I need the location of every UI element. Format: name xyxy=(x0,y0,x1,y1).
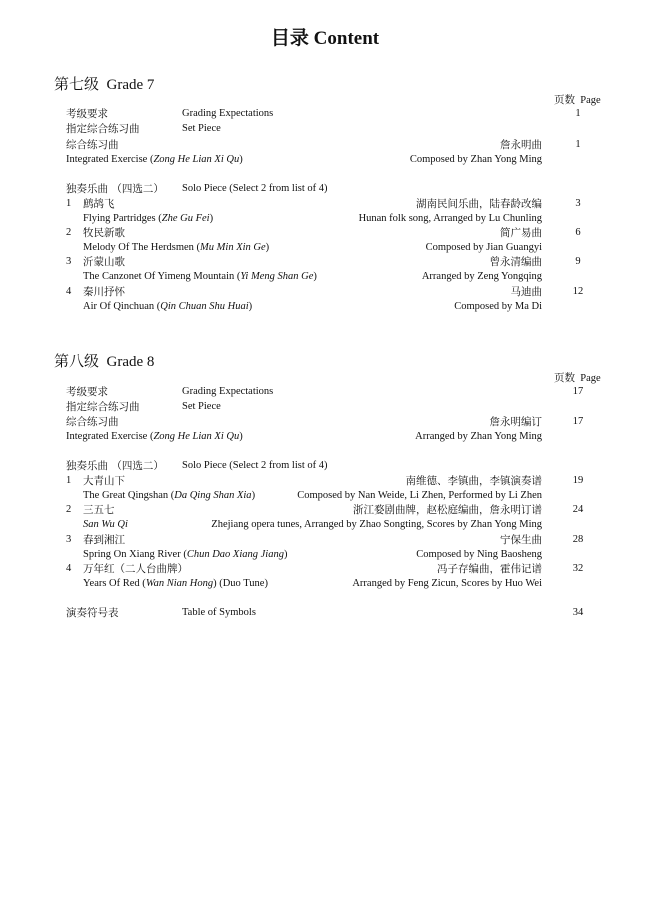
page-number: 32 xyxy=(572,563,584,574)
page-header-en: Page xyxy=(580,95,601,106)
page-title-cn: 目录 xyxy=(270,27,309,49)
page-column-header xyxy=(554,93,601,108)
piece-number: 3 xyxy=(66,256,72,267)
set-piece-label-en: Set Piece xyxy=(182,401,221,412)
set-piece-label-cn: 指定综合练习曲 xyxy=(66,123,140,135)
piece-title-en: San Wu Qi xyxy=(83,519,128,530)
page-number: 24 xyxy=(572,504,584,515)
entry-title-cn: 综合练习曲 xyxy=(66,416,119,428)
piece-credit-cn: 冯子存编曲，霍伟记谱 xyxy=(437,563,542,575)
page-number: 12 xyxy=(572,286,584,297)
page-number: 17 xyxy=(572,386,584,397)
page-title-en: Content xyxy=(313,28,380,49)
piece-credit-cn: 湖南民间乐曲，陆春龄改编 xyxy=(416,198,542,210)
entry-credit-en: Composed by Zhan Yong Ming xyxy=(409,154,542,165)
piece-title-cn: 三五七 xyxy=(83,504,115,516)
entry-credit-en: Arranged by Zhan Yong Ming xyxy=(415,431,542,442)
page-number: 34 xyxy=(572,607,584,618)
piece-number: 4 xyxy=(66,563,72,574)
piece-number: 2 xyxy=(66,504,72,515)
page-number: 1 xyxy=(575,139,581,150)
piece-number: 1 xyxy=(66,198,72,209)
entry-label-cn: 考级要求 xyxy=(66,108,108,120)
piece-number: 3 xyxy=(66,534,72,545)
entry-title-cn: 综合练习曲 xyxy=(66,139,119,151)
piece-credit-cn: 马迪曲 xyxy=(510,286,542,298)
piece-title-en: Air Of Qinchuan (Qin Chuan Shu Huai) xyxy=(83,301,253,312)
piece-credit-en: Arranged by Zeng Yongqing xyxy=(421,271,542,282)
symbols-label-cn: 演奏符号表 xyxy=(66,607,119,619)
piece-credit-en: Composed by Nan Weide, Li Zhen, Performed by Li Zhen xyxy=(297,490,542,501)
entry-label-en: Grading Expectations xyxy=(182,386,274,397)
page-number: 3 xyxy=(575,198,581,209)
entry-label-cn: 考级要求 xyxy=(66,386,108,398)
grade-7-heading xyxy=(54,74,154,95)
piece-title-cn: 沂蒙山歌 xyxy=(83,256,125,268)
piece-credit-cn: 曾永清编曲 xyxy=(489,256,542,268)
piece-number: 2 xyxy=(66,227,72,238)
grade-7-heading-cn: 第七级 xyxy=(54,75,100,93)
page-number: 19 xyxy=(572,475,584,486)
piece-title-cn: 万年红（二人台曲牌） xyxy=(83,563,188,575)
piece-title-cn: 春到湘江 xyxy=(83,534,125,546)
piece-title-en: The Canzonet Of Yimeng Mountain (Yi Meng Shan Ge) xyxy=(83,271,317,282)
piece-title-en: Years Of Red (Wan Nian Hong) (Duo Tune) xyxy=(83,578,268,589)
entry-credit-cn: 詹永明曲 xyxy=(500,139,542,151)
solo-label-cn: 独奏乐曲 （四选二） xyxy=(66,460,164,472)
grade-8-heading-en: Grade 8 xyxy=(106,354,155,370)
page-header-cn: 页数 xyxy=(554,94,575,106)
piece-title-en: Flying Partridges (Zhe Gu Fei) xyxy=(83,213,214,224)
entry-title-en: Integrated Exercise (Zong He Lian Xi Qu) xyxy=(66,154,243,165)
symbols-label-en: Table of Symbols xyxy=(182,607,256,618)
solo-label-en: Solo Piece (Select 2 from list of 4) xyxy=(182,183,328,194)
page-header-en: Page xyxy=(580,373,601,384)
piece-credit-en: Arranged by Feng Zicun, Scores by Huo Wei xyxy=(352,578,542,589)
piece-credit-en: Composed by Jian Guangyi xyxy=(425,242,542,253)
set-piece-label-en: Set Piece xyxy=(182,123,221,134)
page-column-header xyxy=(554,371,601,386)
page-header-cn: 页数 xyxy=(554,372,575,384)
grade-8-heading xyxy=(54,351,154,372)
piece-number: 1 xyxy=(66,475,72,486)
piece-credit-en: Composed by Ning Baosheng xyxy=(416,549,542,560)
piece-title-cn: 牧民新歌 xyxy=(83,227,125,239)
piece-credit-cn: 浙江婺剧曲牌，赵松庭编曲，詹永明订谱 xyxy=(353,504,542,516)
piece-title-cn: 大青山下 xyxy=(83,475,125,487)
piece-number: 4 xyxy=(66,286,72,297)
set-piece-label-cn: 指定综合练习曲 xyxy=(66,401,140,413)
entry-credit-cn: 詹永明编订 xyxy=(489,416,542,428)
piece-credit-cn: 宁保生曲 xyxy=(500,534,542,546)
grade-8-heading-cn: 第八级 xyxy=(54,352,100,370)
page-title xyxy=(0,26,650,51)
piece-credit-cn: 简广易曲 xyxy=(500,227,542,239)
entry-label-en: Grading Expectations xyxy=(182,108,274,119)
page-number: 6 xyxy=(575,227,581,238)
solo-label-cn: 独奏乐曲 （四选二） xyxy=(66,183,164,195)
entry-title-en: Integrated Exercise (Zong He Lian Xi Qu) xyxy=(66,431,243,442)
grade-7-heading-en: Grade 7 xyxy=(106,77,155,93)
page-number: 17 xyxy=(572,416,584,427)
piece-title-cn: 秦川抒怀 xyxy=(83,286,125,298)
piece-title-cn: 鹧鸪飞 xyxy=(83,198,115,210)
piece-title-en: Melody Of The Herdsmen (Mu Min Xin Ge) xyxy=(83,242,270,253)
piece-credit-en: Composed by Ma Di xyxy=(454,301,542,312)
piece-credit-en: Hunan folk song, Arranged by Lu Chunling xyxy=(358,213,542,224)
piece-credit-cn: 南维德、李镇曲，李镇演奏谱 xyxy=(405,475,542,487)
solo-label-en: Solo Piece (Select 2 from list of 4) xyxy=(182,460,328,471)
piece-credit-en: Zhejiang opera tunes, Arranged by Zhao Songting, Scores by Zhan Yong Ming xyxy=(211,519,542,530)
piece-title-en: Spring On Xiang River (Chun Dao Xiang Jiang) xyxy=(83,549,288,560)
piece-title-en: The Great Qingshan (Da Qing Shan Xia) xyxy=(83,490,256,501)
page-number: 9 xyxy=(575,256,581,267)
page-number: 28 xyxy=(572,534,584,545)
page-number: 1 xyxy=(575,108,581,119)
